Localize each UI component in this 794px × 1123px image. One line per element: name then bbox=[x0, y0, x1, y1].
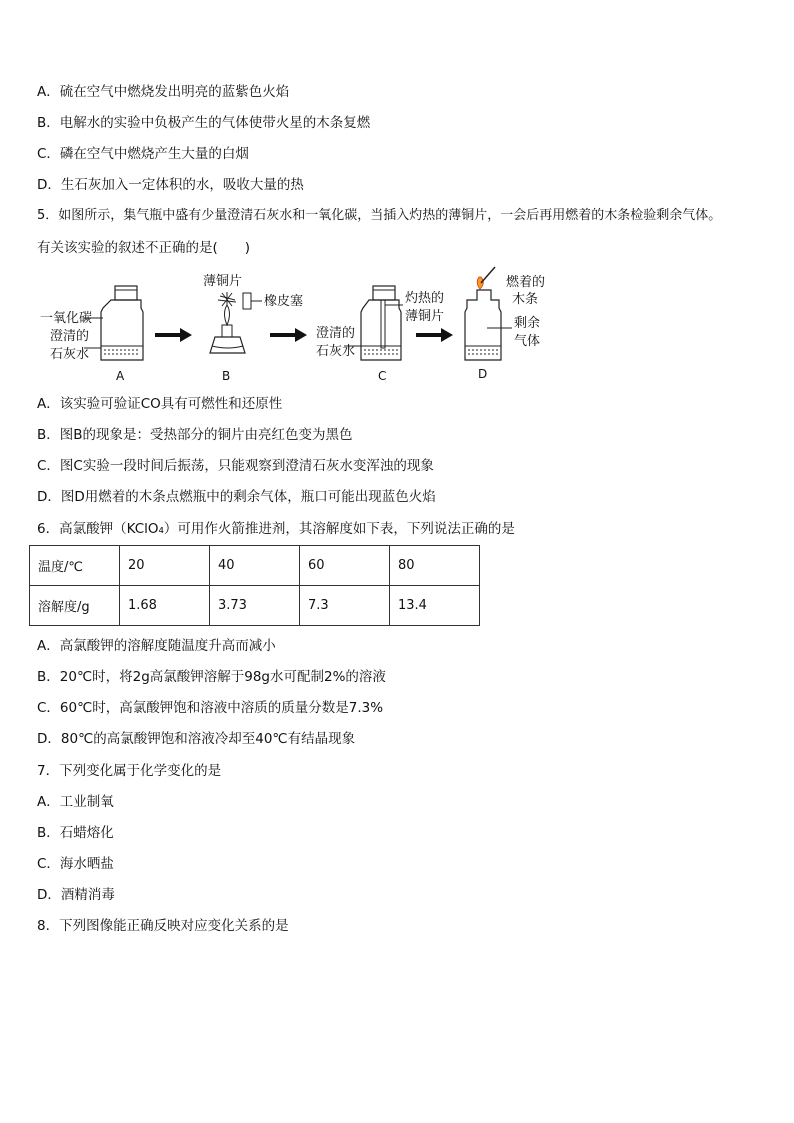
bottle-d bbox=[465, 267, 512, 360]
table-cell: 80 bbox=[390, 546, 480, 586]
table-cell: 3.73 bbox=[210, 586, 300, 626]
q4-option-c: C．磷在空气中燃烧产生大量的白烟 bbox=[37, 146, 249, 162]
q7-option-c: C．海水晒盐 bbox=[37, 856, 114, 872]
q6-option-d: D．80℃的高氯酸钾饱和溶液冷却至40℃有结晶现象 bbox=[37, 731, 356, 747]
solubility-table bbox=[29, 545, 480, 626]
label-limewater-c-1: 澄清的 bbox=[316, 326, 356, 341]
label-burning-2: 木条 bbox=[512, 292, 539, 307]
table-cell: 40 bbox=[210, 546, 300, 586]
arrow-2 bbox=[270, 328, 307, 342]
caption-b: B bbox=[222, 369, 231, 383]
table-cell: 20 bbox=[120, 546, 210, 586]
table-cell: 温度/℃ bbox=[30, 546, 120, 586]
label-remaining-1: 剩余 bbox=[514, 316, 541, 331]
label-stopper: 橡皮塞 bbox=[264, 294, 304, 309]
q4-option-d: D．生石灰加入一定体积的水，吸收大量的热 bbox=[37, 177, 304, 193]
q7-option-a: A．工业制氧 bbox=[37, 794, 114, 810]
caption-a: A bbox=[116, 369, 125, 383]
label-burning-1: 燃着的 bbox=[506, 275, 546, 290]
label-copper: 薄铜片 bbox=[203, 274, 243, 289]
label-limewater-c-2: 石灰水 bbox=[316, 344, 356, 359]
bottle-a bbox=[84, 286, 143, 360]
q5-option-c: C．图C实验一段时间后振荡，只能观察到澄清石灰水变浑浊的现象 bbox=[37, 458, 434, 474]
q6-option-c: C．60℃时，高氯酸钾饱和溶液中溶质的质量分数是7.3% bbox=[37, 700, 384, 716]
arrow-3 bbox=[416, 328, 453, 342]
apparatus-b bbox=[210, 292, 262, 353]
q7-stem: 7．下列变化属于化学变化的是 bbox=[37, 763, 222, 779]
caption-d: D bbox=[478, 367, 488, 381]
q5-stem-line1: 5．如图所示，集气瓶中盛有少量澄清石灰水和一氧化碳，当插入灼热的薄铜片，一会后再用燃着的木条检验剩余气体。 bbox=[37, 208, 722, 223]
q8-stem: 8．下列图像能正确反映对应变化关系的是 bbox=[37, 918, 289, 934]
q5-option-a: A．该实验可验证CO具有可燃性和还原性 bbox=[37, 396, 283, 412]
label-limewater-a-1: 澄清的 bbox=[50, 329, 90, 344]
q4-option-a: A．硫在空气中燃烧发出明亮的蓝紫色火焰 bbox=[37, 84, 290, 100]
label-limewater-a-2: 石灰水 bbox=[50, 347, 90, 362]
q7-option-b: B．石蜡熔化 bbox=[37, 825, 114, 841]
caption-c: C bbox=[378, 369, 387, 383]
table-cell: 7.3 bbox=[300, 586, 390, 626]
q5-option-d: D．图D用燃着的木条点燃瓶中的剩余气体，瓶口可能出现蓝色火焰 bbox=[37, 489, 436, 505]
arrow-1 bbox=[155, 328, 192, 342]
table-cell: 60 bbox=[300, 546, 390, 586]
label-remaining-2: 气体 bbox=[514, 334, 541, 349]
label-co: 一氧化碳 bbox=[40, 311, 93, 326]
q7-option-d: D．酒精消毒 bbox=[37, 887, 115, 903]
label-hot-copper-1: 灼热的 bbox=[405, 291, 445, 306]
table-row bbox=[30, 546, 480, 586]
table-cell: 溶解度/g bbox=[30, 586, 120, 626]
table-cell: 1.68 bbox=[120, 586, 210, 626]
q4-option-b: B．电解水的实验中负极产生的气体使带火星的木条复燃 bbox=[37, 115, 371, 131]
q6-option-a: A．高氯酸钾的溶解度随温度升高而减小 bbox=[37, 638, 276, 654]
label-hot-copper-2: 薄铜片 bbox=[405, 309, 445, 324]
experiment-figure bbox=[0, 262, 794, 387]
q6-option-b: B．20℃时，将2g高氯酸钾溶解于98g水可配制2%的溶液 bbox=[37, 669, 386, 685]
q5-option-b: B．图B的现象是：受热部分的铜片由亮红色变为黑色 bbox=[37, 427, 353, 443]
table-row bbox=[30, 586, 480, 626]
table-cell: 13.4 bbox=[390, 586, 480, 626]
q5-stem-line2: 有关该实验的叙述不正确的是( ) bbox=[37, 240, 251, 256]
q6-stem: 6．高氯酸钾（KClO₄）可用作火箭推进剂，其溶解度如下表，下列说法正确的是 bbox=[37, 521, 515, 537]
